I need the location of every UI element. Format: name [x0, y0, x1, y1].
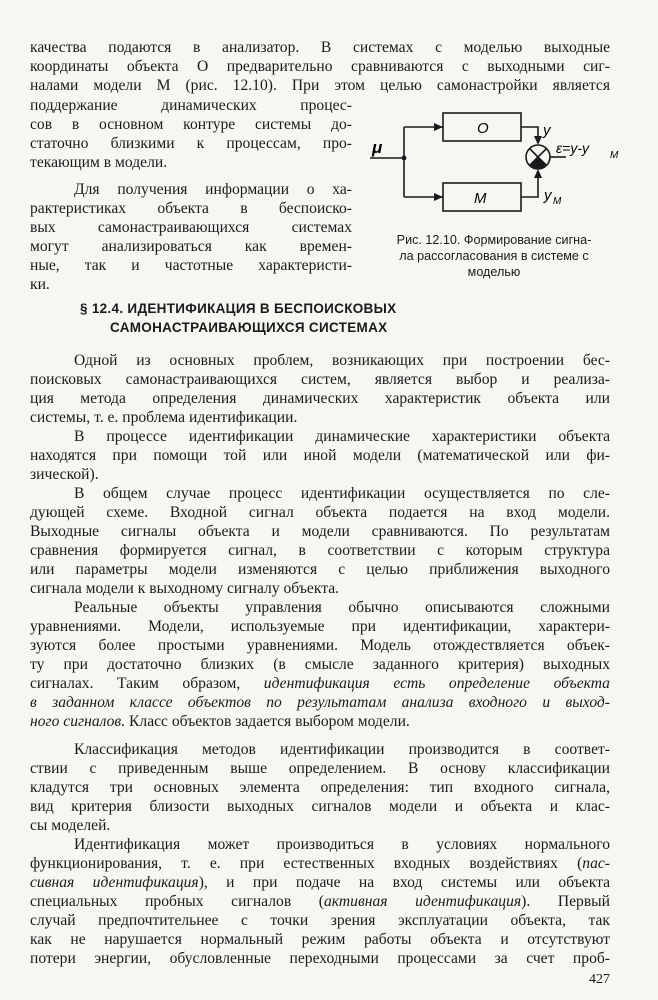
text-line: ция метода определения динамических характеристик объекта или: [30, 390, 610, 407]
text-line: Идентификация может производиться в условиях нормального: [74, 836, 610, 853]
text-line: [30, 712, 610, 731]
text-line: случай предпочтительнее с точки зрения эксплуатации объекта, так: [30, 912, 610, 929]
text-line: системы, т. е. проблема идентификации.: [30, 409, 298, 426]
text-line: [30, 892, 610, 911]
text-line: Одной из основных проблем, возникающих при построении бес-: [74, 352, 610, 369]
text-line: могут анализироваться как времен-: [30, 238, 352, 255]
text-line: как не нарушается нормальный режим работы объекта и отсутствуют: [30, 931, 610, 948]
caption-line: ла рассогласования в системе с: [399, 249, 589, 263]
caption-line: моделью: [467, 265, 521, 279]
text-line: Выходные сигналы объекта и модели сравниваются. По результатам: [30, 523, 610, 540]
text-run: функционирования, т. е. при естественных входных воздействиях (: [30, 855, 583, 872]
text-line: сы моделей.: [30, 817, 111, 834]
italic-run: сивная идентификация: [30, 874, 199, 891]
text-line: [30, 693, 610, 712]
y-label: y: [543, 122, 551, 139]
section-heading-line2: САМОНАСТРАИВАЮЩИХСЯ СИСТЕМАХ: [110, 320, 388, 335]
text-line: Для получения информации о ха-: [74, 181, 352, 198]
text-line: кладутся три основных элемента определения: тип входного сигнала,: [30, 779, 610, 796]
ym-label: y: [544, 187, 552, 204]
block-diagram: [360, 105, 630, 225]
arrow-icon: [434, 123, 443, 131]
text-line: ту при достаточно близких (в смысле заданного критерия) выходных: [30, 656, 610, 673]
text-line: ки.: [30, 276, 50, 293]
ym-subscript: М: [553, 196, 562, 207]
text-line: [30, 873, 610, 892]
text-line: качества подаются в анализатор. В системах с моделью выходные: [30, 39, 610, 56]
text-line: сигнала модели к выходному сигналу объекта.: [30, 580, 340, 597]
text-line: потери энергии, обусловленные переходными процессами за счет проб-: [30, 950, 610, 967]
italic-run: активная идентификация: [324, 893, 522, 910]
arrow-icon: [534, 136, 542, 145]
text-line: текающим в модели.: [30, 154, 168, 171]
text-line: статочно близкими к процессам, про-: [30, 135, 352, 152]
italic-run: в заданном классе объектов по результатам анализа входного и выход-: [30, 694, 610, 711]
object-label: О: [477, 120, 489, 137]
figure-caption: [362, 232, 626, 280]
page-number: 427: [589, 972, 610, 987]
section-heading-line1: § 12.4. ИДЕНТИФИКАЦИЯ В БЕСПОИСКОВЫХ: [80, 301, 397, 316]
arrow-icon: [434, 193, 443, 201]
junction-dot: [402, 156, 407, 161]
text-line: уравнениями. Модели, используемые при идентификации, характери-: [30, 618, 610, 635]
input-label: μ: [372, 138, 383, 157]
arrow-icon: [534, 169, 542, 178]
text-line: налами модели М (рис. 12.10). При этом целью самонастройки является: [30, 77, 610, 94]
text-line: сов в основном контуре системы до-: [30, 116, 352, 133]
output-subscript: М: [610, 150, 619, 161]
text-line: сравнения формируется сигнал, в соответствии с которым структура: [30, 542, 610, 559]
text-run: Класс объектов задается выбором модели.: [129, 713, 410, 730]
italic-run: пас-: [582, 855, 610, 872]
model-label: М: [474, 190, 487, 207]
object-output-line: [521, 127, 538, 143]
text-line: поисковых самонастраивающихся систем, является выбор и реализа-: [30, 371, 610, 388]
text-line: координаты объекта О предварительно сравниваются с выходными сиг-: [30, 58, 610, 75]
text-line: вых самонастраивающихся системах: [30, 219, 352, 236]
text-run: ). Первый: [521, 893, 610, 910]
text-run: ), и при подаче на вход системы или объекта: [198, 874, 611, 891]
text-run: специальных пробных сигналов (: [30, 893, 324, 910]
text-line: В общем случае процесс идентификации осуществляется по сле-: [74, 485, 610, 502]
text-line: зической).: [30, 466, 99, 483]
text-line: вид критерия близости выходных сигналов модели и объекта и клас-: [30, 798, 610, 815]
text-run: сигналах. Таким образом,: [30, 675, 241, 692]
output-label: ε=y-y: [556, 140, 589, 156]
text-line: находятся при помощи той или иной модели (математической или фи-: [30, 447, 610, 464]
text-line: Реальные объекты управления обычно описываются сложными: [74, 599, 610, 616]
text-line: ствии с приведенным выше определением. В основу классификации: [30, 760, 610, 777]
text-line: зуются более простыми уравнениями. Модель отождествляется объек-: [30, 637, 610, 654]
text-line: [30, 674, 610, 693]
text-line: дующей схеме. Входной сигнал объекта подается на вход модели.: [30, 504, 610, 521]
caption-line: Рис. 12.10. Формирование сигна-: [396, 233, 592, 247]
text-line: [30, 854, 610, 873]
text-line: или параметры модели изменяются с целью приближения выходного: [30, 561, 610, 578]
text-line: В процессе идентификации динамические характеристики объекта: [74, 428, 610, 445]
text-line: поддержание динамических процес-: [30, 97, 352, 114]
italic-run: идентификация есть определение объекта: [263, 675, 610, 692]
minus-sector: [530, 157, 547, 169]
text-line: Классификация методов идентификации производится в соответ-: [74, 741, 610, 758]
text-line: ные, так и частотные характеристи-: [30, 257, 352, 274]
text-line: рактеристиках объекта в беспоиско-: [30, 200, 352, 217]
italic-run: ного сигналов.: [30, 713, 126, 730]
